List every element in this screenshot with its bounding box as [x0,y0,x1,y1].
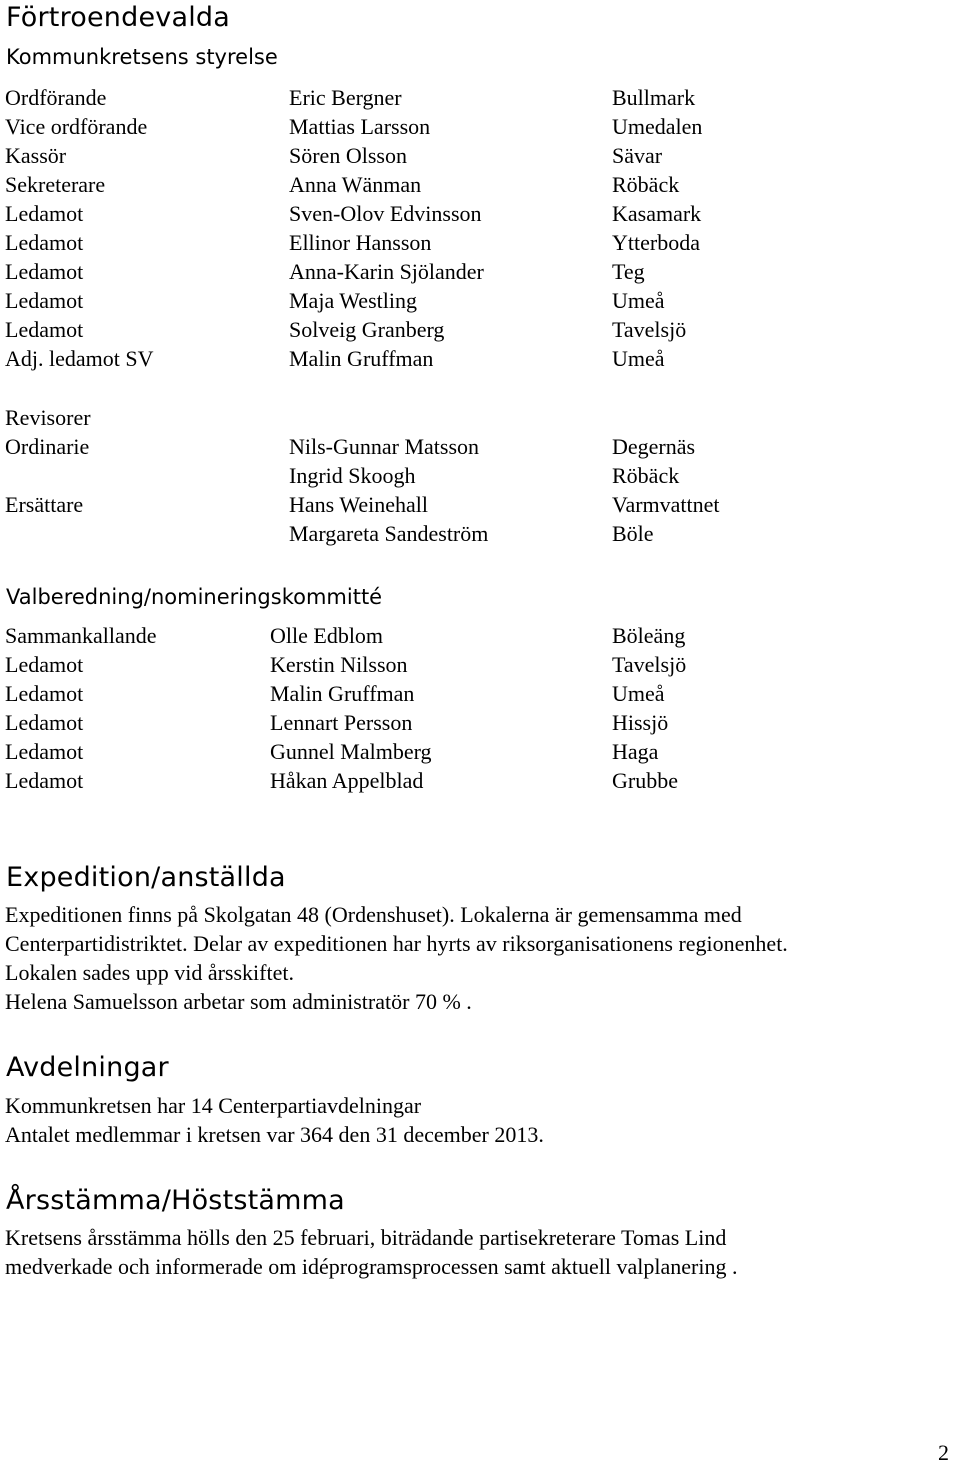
table-row [0,461,960,490]
expedition-text [5,900,945,1016]
table-row [0,286,960,315]
role-cell: Ledamot [5,710,84,735]
location-cell: Tavelsjö [612,317,687,342]
role-cell: Ersättare [5,492,84,517]
role-cell: Ledamot [5,317,84,342]
name-cell: Lennart Persson [270,710,413,735]
name-cell: Margareta Sandeström [289,521,489,546]
expedition-heading: Expedition/anställda [6,862,286,893]
table-row [0,315,960,344]
table-row [0,679,960,708]
name-cell: Anna Wänman [289,172,422,197]
table-row [0,199,960,228]
name-cell: Maja Westling [289,288,417,313]
name-cell: Malin Gruffman [270,681,415,706]
expedition-line: Helena Samuelsson arbetar som administratör 70 % . [5,989,472,1014]
name-cell: Ingrid Skoogh [289,463,416,488]
role-cell: Ordinarie [5,434,90,459]
table-row [0,708,960,737]
role-cell: Ledamot [5,768,84,793]
table-row [0,112,960,141]
name-cell: Eric Bergner [289,85,402,110]
location-cell: Ytterboda [612,230,700,255]
role-cell: Ledamot [5,230,84,255]
table-row [0,766,960,795]
branches-text [5,1091,945,1149]
name-cell: Kerstin Nilsson [270,652,408,677]
role-cell: Ledamot [5,681,84,706]
branches-line: Kommunkretsen har 14 Centerpartiavdelningar [5,1093,422,1118]
location-cell: Bullmark [612,85,696,110]
auditors-label: Revisorer [5,405,91,430]
role-cell: Ledamot [5,288,84,313]
meeting-text [5,1223,945,1281]
role-cell: Ledamot [5,259,84,284]
nomination-heading: Valberedning/nomineringskommitté [6,585,383,609]
expedition-line: Lokalen sades upp vid årsskiftet. [5,960,294,985]
location-cell: Umeå [612,681,665,706]
table-row [0,650,960,679]
expedition-line: Centerpartidistriktet. Delar av expeditionen har hyrts av riksorganisationens regionenhet. [5,931,788,956]
location-cell: Sävar [612,143,663,168]
meeting-heading: Årsstämma/Höststämma [6,1185,345,1216]
location-cell: Umedalen [612,114,703,139]
name-cell: Sven-Olov Edvinsson [289,201,482,226]
role-cell: Sekreterare [5,172,106,197]
table-row [0,621,960,650]
table-row [0,83,960,112]
meeting-line: Kretsens årsstämma hölls den 25 februari, biträdande partisekreterare Tomas Lind [5,1225,727,1250]
table-row [0,141,960,170]
role-cell: Adj. ledamot SV [5,346,154,371]
location-cell: Teg [612,259,645,284]
table-row [0,257,960,286]
name-cell: Solveig Granberg [289,317,445,342]
auditors-label-row [0,403,960,432]
expedition-line: Expeditionen finns på Skolgatan 48 (Ordenshuset). Lokalerna är gemensamma med [5,902,742,927]
location-cell: Umeå [612,288,665,313]
branches-heading: Avdelningar [6,1052,169,1083]
page-title: Förtroendevalda [6,2,230,33]
name-cell: Anna-Karin Sjölander [289,259,484,284]
location-cell: Böleäng [612,623,686,648]
role-cell: Vice ordförande [5,114,148,139]
role-cell: Ledamot [5,201,84,226]
location-cell: Haga [612,739,659,764]
table-row [0,228,960,257]
role-cell: Kassör [5,143,67,168]
location-cell: Umeå [612,346,665,371]
table-row [0,519,960,548]
name-cell: Hans Weinehall [289,492,428,517]
table-row [0,432,960,461]
location-cell: Röbäck [612,463,680,488]
board-heading: Kommunkretsens styrelse [6,45,278,69]
role-cell: Ledamot [5,652,84,677]
table-row [0,490,960,519]
name-cell: Håkan Appelblad [270,768,424,793]
meeting-line: medverkade och informerade om idéprogramsprocessen samt aktuell valplanering . [5,1254,738,1279]
role-cell: Ordförande [5,85,107,110]
location-cell: Degernäs [612,434,696,459]
location-cell: Hissjö [612,710,669,735]
page-number: 2 [938,1440,949,1465]
location-cell: Böle [612,521,654,546]
table-row [0,344,960,373]
role-cell: Ledamot [5,739,84,764]
table-row [0,170,960,199]
branches-line: Antalet medlemmar i kretsen var 364 den 31 december 2013. [5,1122,544,1147]
name-cell: Sören Olsson [289,143,407,168]
name-cell: Ellinor Hansson [289,230,432,255]
name-cell: Malin Gruffman [289,346,434,371]
table-row [0,737,960,766]
name-cell: Mattias Larsson [289,114,431,139]
location-cell: Röbäck [612,172,680,197]
role-cell: Sammankallande [5,623,157,648]
name-cell: Gunnel Malmberg [270,739,432,764]
location-cell: Kasamark [612,201,702,226]
name-cell: Olle Edblom [270,623,384,648]
location-cell: Grubbe [612,768,678,793]
location-cell: Varmvattnet [612,492,720,517]
location-cell: Tavelsjö [612,652,687,677]
name-cell: Nils-Gunnar Matsson [289,434,480,459]
